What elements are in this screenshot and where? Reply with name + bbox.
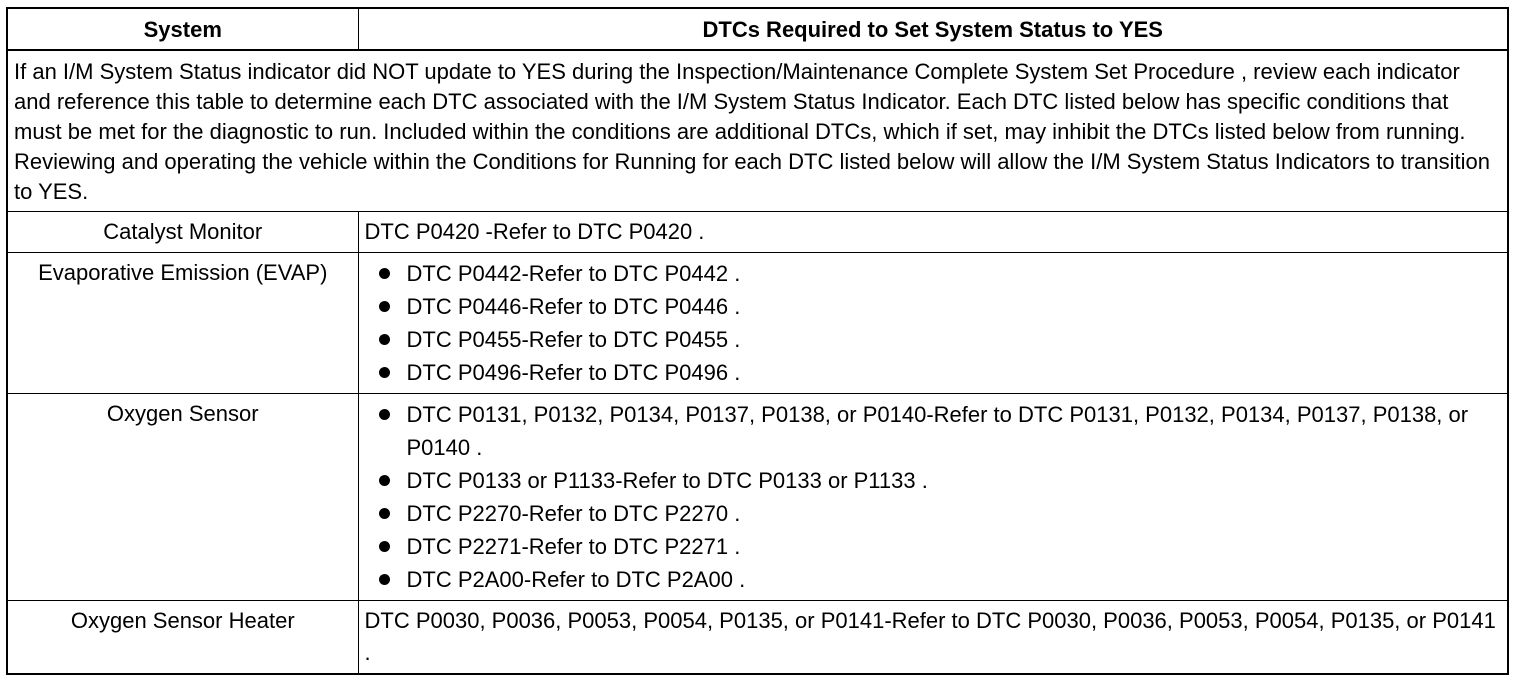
dtc-entry: DTC P0446-Refer to DTC P0446 . bbox=[406, 294, 741, 319]
bullet-icon bbox=[379, 367, 390, 378]
list-item bbox=[365, 356, 1502, 389]
table-row bbox=[7, 601, 1508, 675]
bullet-icon bbox=[379, 508, 390, 519]
dtc-cell bbox=[358, 253, 1508, 394]
list-item bbox=[365, 563, 1502, 596]
dtc-cell: DTC P0030, P0036, P0053, P0054, P0135, or P0141-Refer to DTC P0030, P0036, P0053, P0054, P0135, or P0141 . bbox=[358, 601, 1508, 675]
dtc-entry: DTC P2271-Refer to DTC P2271 . bbox=[406, 534, 741, 559]
table-row bbox=[7, 212, 1508, 253]
system-cell: Evaporative Emission (EVAP) bbox=[7, 253, 358, 394]
system-cell: Catalyst Monitor bbox=[7, 212, 358, 253]
bullet-icon bbox=[379, 268, 390, 279]
list-item bbox=[365, 530, 1502, 563]
list-item bbox=[365, 398, 1502, 464]
system-cell: Oxygen Sensor Heater bbox=[7, 601, 358, 675]
note-row bbox=[7, 50, 1508, 212]
dtc-entry: DTC P0131, P0132, P0134, P0137, P0138, or P0140-Refer to DTC P0131, P0132, P0134, P0137, P0138, or P0140 . bbox=[406, 402, 1469, 460]
header-dtcs-required: DTCs Required to Set System Status to YES bbox=[358, 8, 1508, 50]
list-item bbox=[365, 290, 1502, 323]
dtc-entry: DTC P0133 or P1133-Refer to DTC P0133 or P1133 . bbox=[406, 468, 928, 493]
dtc-table-container bbox=[6, 7, 1507, 675]
dtc-list bbox=[365, 398, 1502, 596]
dtc-entry: DTC P0455-Refer to DTC P0455 . bbox=[406, 327, 741, 352]
table-header-row bbox=[7, 8, 1508, 50]
table-row bbox=[7, 253, 1508, 394]
dtc-cell: DTC P0420 -Refer to DTC P0420 . bbox=[358, 212, 1508, 253]
table-note: If an I/M System Status indicator did NOT update to YES during the Inspection/Maintenance Complete System Set Procedure , review each indicator and reference this table to determine each DTC associated with the I/M System Status Indicator. Each DTC listed below has specific conditions that must be met for the diagnostic to run. Included within the conditions are additional DTCs, which if set, may inhibit the DTCs listed below from running. Reviewing and operating the vehicle within the Conditions for Running for each DTC listed below will allow the I/M System Status Indicators to transition to YES. bbox=[7, 50, 1508, 212]
bullet-icon bbox=[379, 334, 390, 345]
bullet-icon bbox=[379, 301, 390, 312]
bullet-icon bbox=[379, 475, 390, 486]
list-item bbox=[365, 497, 1502, 530]
bullet-icon bbox=[379, 574, 390, 585]
dtc-entry: DTC P0496-Refer to DTC P0496 . bbox=[406, 360, 741, 385]
table-row bbox=[7, 394, 1508, 601]
list-item bbox=[365, 257, 1502, 290]
bullet-icon bbox=[379, 409, 390, 420]
dtc-list bbox=[365, 257, 1502, 389]
list-item bbox=[365, 323, 1502, 356]
dtc-entry: DTC P0442-Refer to DTC P0442 . bbox=[406, 261, 741, 286]
dtc-system-status-table bbox=[6, 7, 1509, 675]
system-cell: Oxygen Sensor bbox=[7, 394, 358, 601]
dtc-entry: DTC P2A00-Refer to DTC P2A00 . bbox=[406, 567, 746, 592]
dtc-cell bbox=[358, 394, 1508, 601]
list-item bbox=[365, 464, 1502, 497]
header-system: System bbox=[7, 8, 358, 50]
dtc-entry: DTC P2270-Refer to DTC P2270 . bbox=[406, 501, 741, 526]
bullet-icon bbox=[379, 541, 390, 552]
